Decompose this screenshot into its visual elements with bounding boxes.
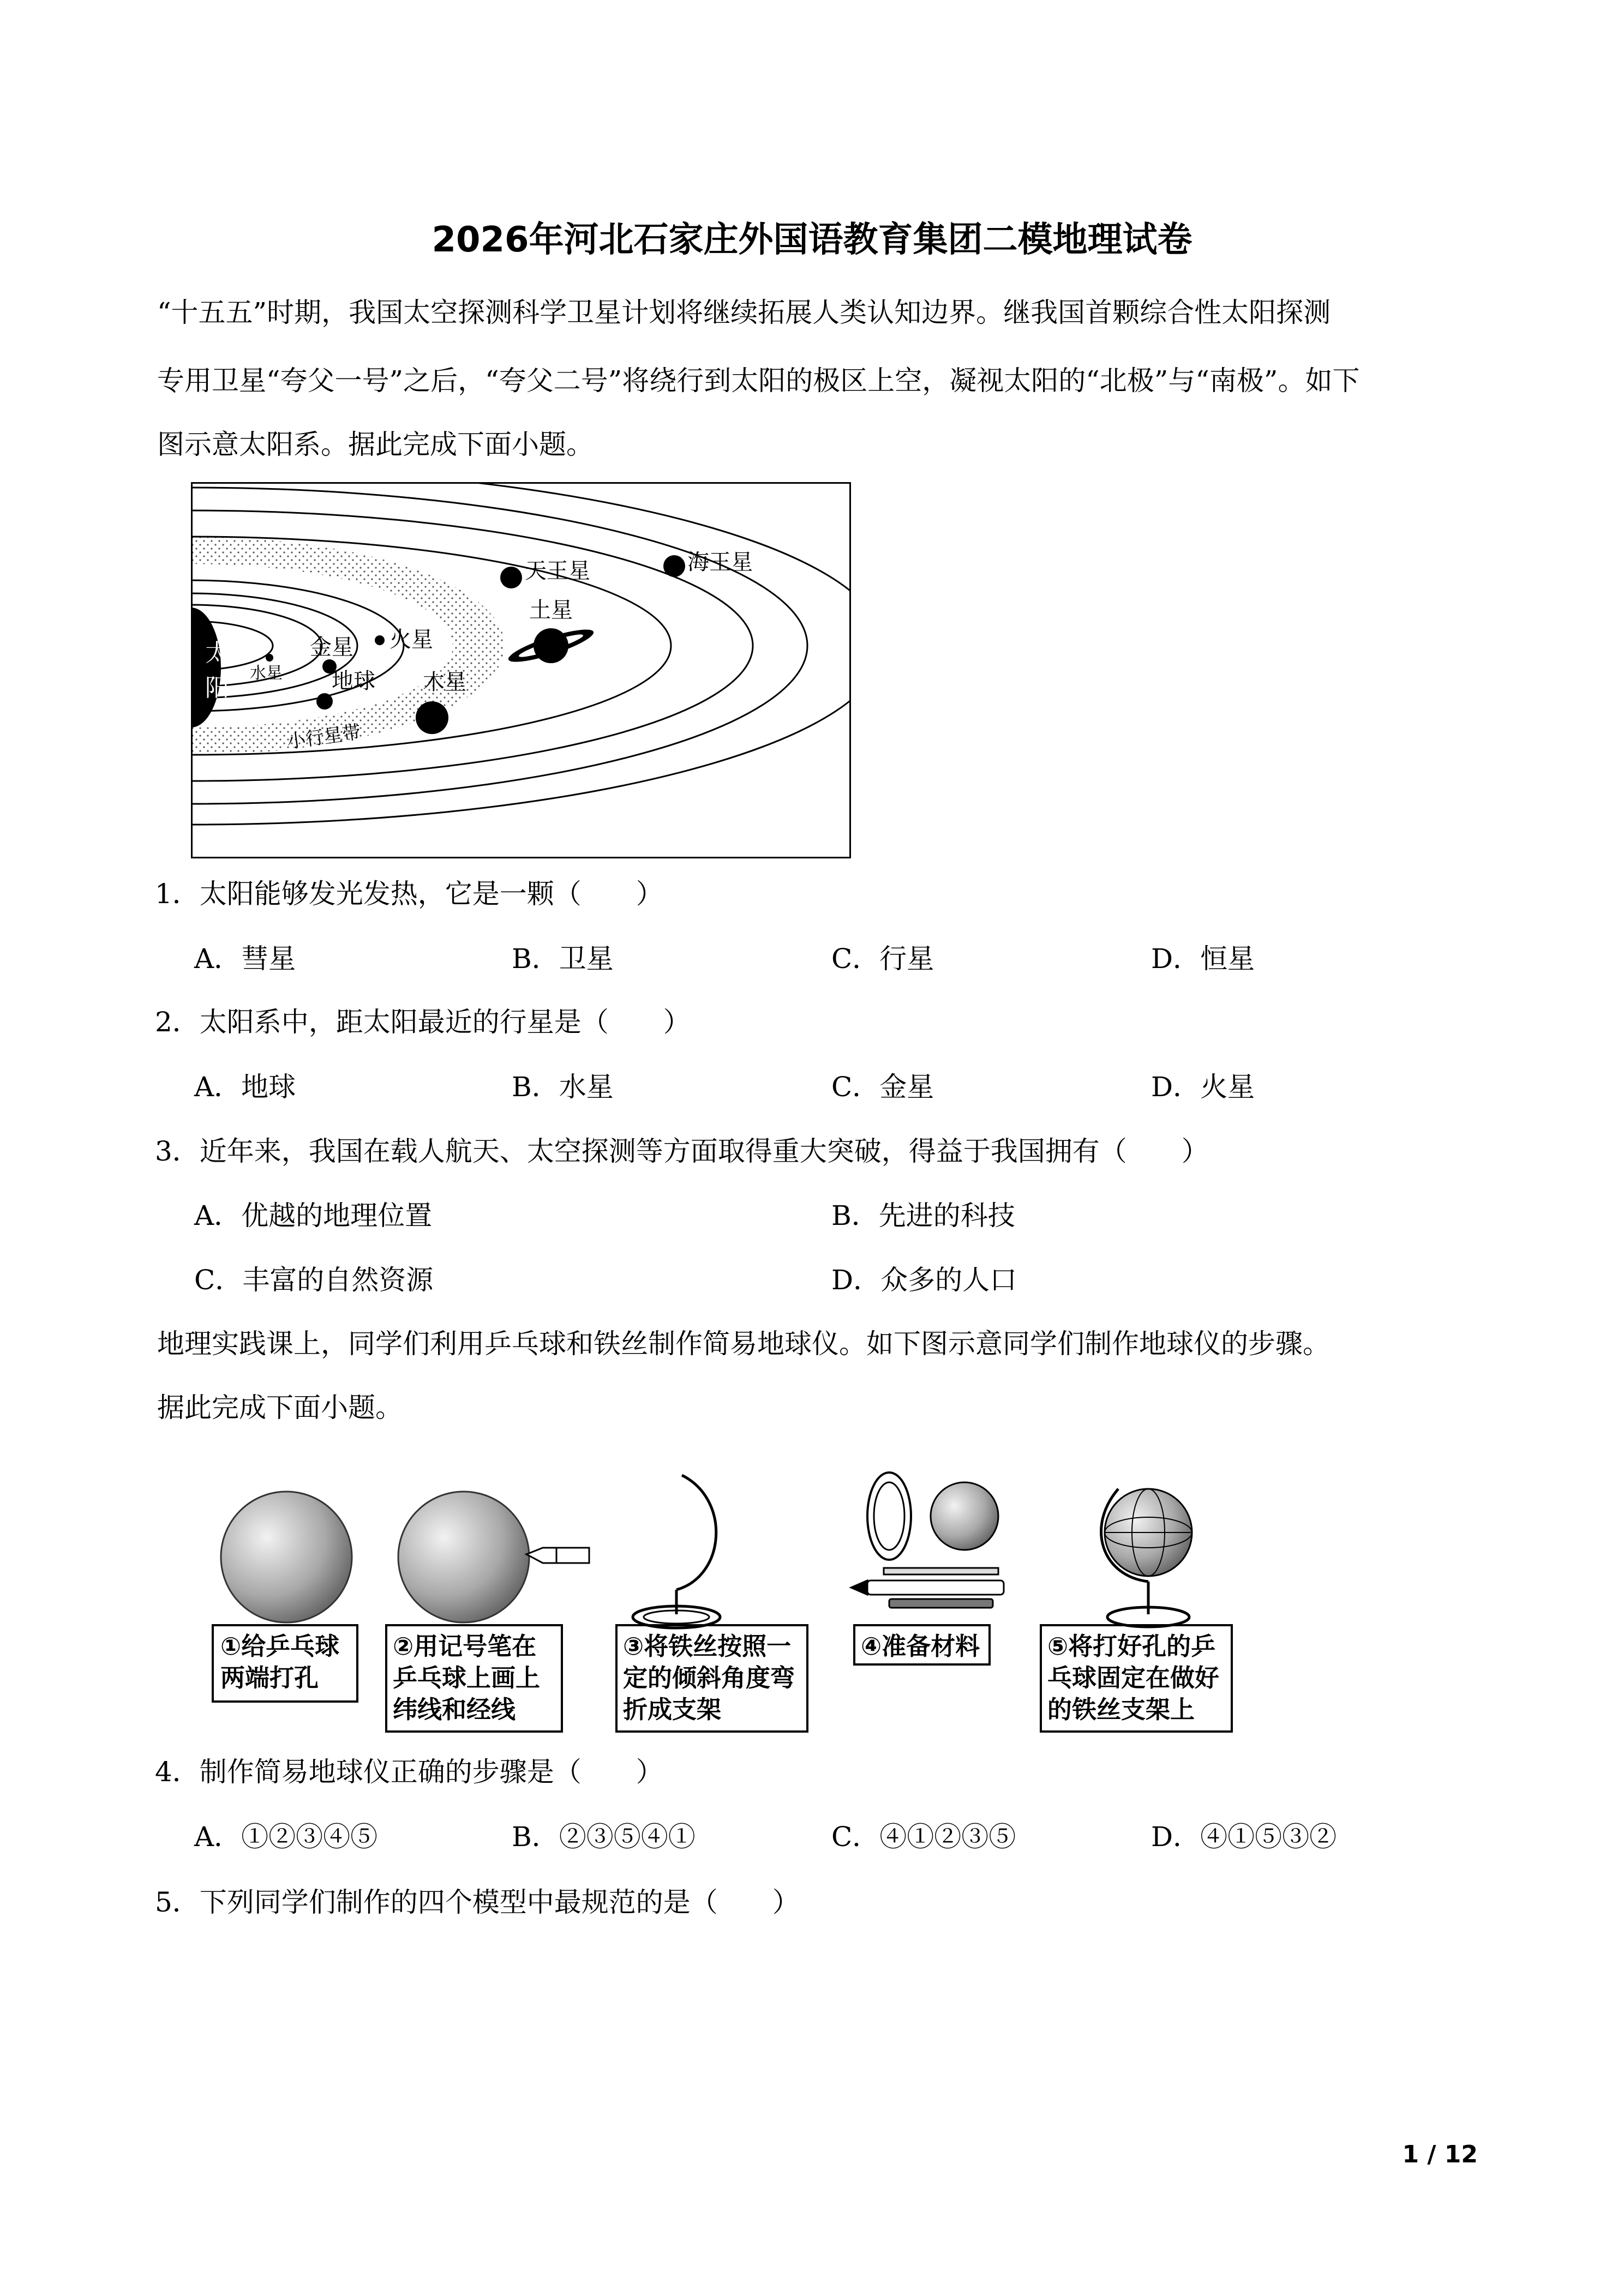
step4-materials — [851, 1472, 1004, 1608]
sun-label-top: 太 — [205, 639, 229, 667]
q1-option-b: B．卫星 — [512, 943, 614, 975]
earth-planet — [316, 693, 333, 710]
question-4-stem: 4．制作简易地球仪正确的步骤是（ ） — [155, 1756, 663, 1788]
question-2-stem: 2．太阳系中，距太阳最近的行星是（ ） — [155, 1006, 691, 1038]
step1-caption-line-2: 两端打孔 — [220, 1663, 319, 1692]
step3-wire-stand — [633, 1475, 720, 1628]
q4-option-b: B．②③⑤④① — [512, 1821, 696, 1853]
passage2-line-2: 据此完成下面小题。 — [157, 1392, 403, 1423]
page-number: 1 / 12 — [1402, 2141, 1478, 2168]
mars-planet — [375, 635, 385, 645]
page-title: 2026年河北石家庄外国语教育集团二模地理试卷 — [432, 220, 1192, 260]
q2-option-b: B．水星 — [512, 1071, 614, 1103]
q3-option-b: B．先进的科技 — [831, 1200, 1015, 1231]
uranus-label: 天王星 — [525, 558, 590, 584]
passage1-line-2: 专用卫星“夸父一号”之后，“夸父二号”将绕行到太阳的极区上空，凝视太阳的“北极”与“南极”。如下 — [157, 365, 1360, 396]
step3-caption-line-2: 定的倾斜角度弯 — [623, 1663, 795, 1692]
q1-option-a: A．彗星 — [194, 943, 296, 975]
step2-caption-line-1: ②用记号笔在 — [393, 1632, 537, 1661]
step2-caption-line-3: 纬线和经线 — [393, 1695, 516, 1724]
solar-system-figure — [191, 482, 851, 858]
step1-ball — [221, 1492, 352, 1622]
step3-caption-line-3: 折成支架 — [623, 1695, 722, 1724]
saturn-planet — [506, 623, 596, 668]
mercury-label: 水星 — [250, 664, 283, 683]
step5-caption-line-2: 乓球固定在做好 — [1047, 1663, 1220, 1692]
step5-caption-line-1: ⑤将打好孔的乒 — [1047, 1632, 1216, 1661]
passage1-line-3: 图示意太阳系。据此完成下面小题。 — [157, 429, 594, 460]
q3-option-a: A．优越的地理位置 — [194, 1200, 433, 1231]
question-1-stem: 1．太阳能够发光发热，它是一颗（ ） — [155, 878, 663, 910]
step1-caption-line-1: ①给乒乓球 — [220, 1632, 340, 1661]
passage2-line-1: 地理实践课上，同学们利用乒乓球和铁丝制作简易地球仪。如下图示意同学们制作地球仪的步骤。 — [157, 1328, 1330, 1360]
q3-option-c: C．丰富的自然资源 — [194, 1264, 434, 1296]
passage1-line-1: “十五五”时期，我国太空探测科学卫星计划将继续拓展人类认知边界。继我国首颗综合性太阳探测 — [157, 297, 1331, 328]
q1-option-c: C．行星 — [831, 943, 934, 975]
q3-option-d: D．众多的人口 — [831, 1264, 1017, 1296]
globe-steps-figure — [207, 1451, 1244, 1734]
venus-label: 金星 — [310, 635, 353, 660]
jupiter-planet — [416, 701, 448, 734]
step3-caption-line-1: ③将铁丝按照一 — [623, 1632, 792, 1661]
step5-finished-globe — [1101, 1489, 1192, 1627]
earth-label: 地球 — [332, 669, 375, 694]
mars-label: 火星 — [389, 627, 433, 652]
sun — [191, 608, 221, 728]
uranus-planet — [500, 567, 522, 588]
q2-option-d: D．火星 — [1151, 1071, 1255, 1103]
mercury-planet — [266, 654, 273, 662]
step2-ball-and-pen — [398, 1492, 589, 1622]
step5-caption-line-3: 的铁丝支架上 — [1047, 1695, 1195, 1724]
q2-option-c: C．金星 — [831, 1071, 934, 1103]
step2-caption-line-2: 乒乓球上画上 — [393, 1663, 541, 1692]
question-5-stem: 5．下列同学们制作的四个模型中最规范的是（ ） — [155, 1886, 800, 1918]
sun-label-bottom: 阳 — [205, 674, 229, 702]
q4-option-d: D．④①⑤③② — [1151, 1821, 1337, 1853]
q4-option-a: A．①②③④⑤ — [194, 1821, 378, 1853]
q2-option-a: A．地球 — [194, 1071, 296, 1103]
jupiter-label: 木星 — [423, 670, 466, 695]
neptune-label: 海王星 — [687, 550, 753, 575]
asteroid-belt-label: 小行星带 — [285, 721, 362, 753]
q1-option-d: D．恒星 — [1151, 943, 1255, 975]
step4-caption-line-1: ④准备材料 — [861, 1632, 980, 1661]
q4-option-c: C．④①②③⑤ — [831, 1821, 1016, 1853]
question-3-stem: 3．近年来，我国在载人航天、太空探测等方面取得重大突破，得益于我国拥有（ ） — [155, 1135, 1209, 1167]
saturn-label: 土星 — [529, 598, 573, 623]
neptune-planet — [663, 555, 685, 577]
